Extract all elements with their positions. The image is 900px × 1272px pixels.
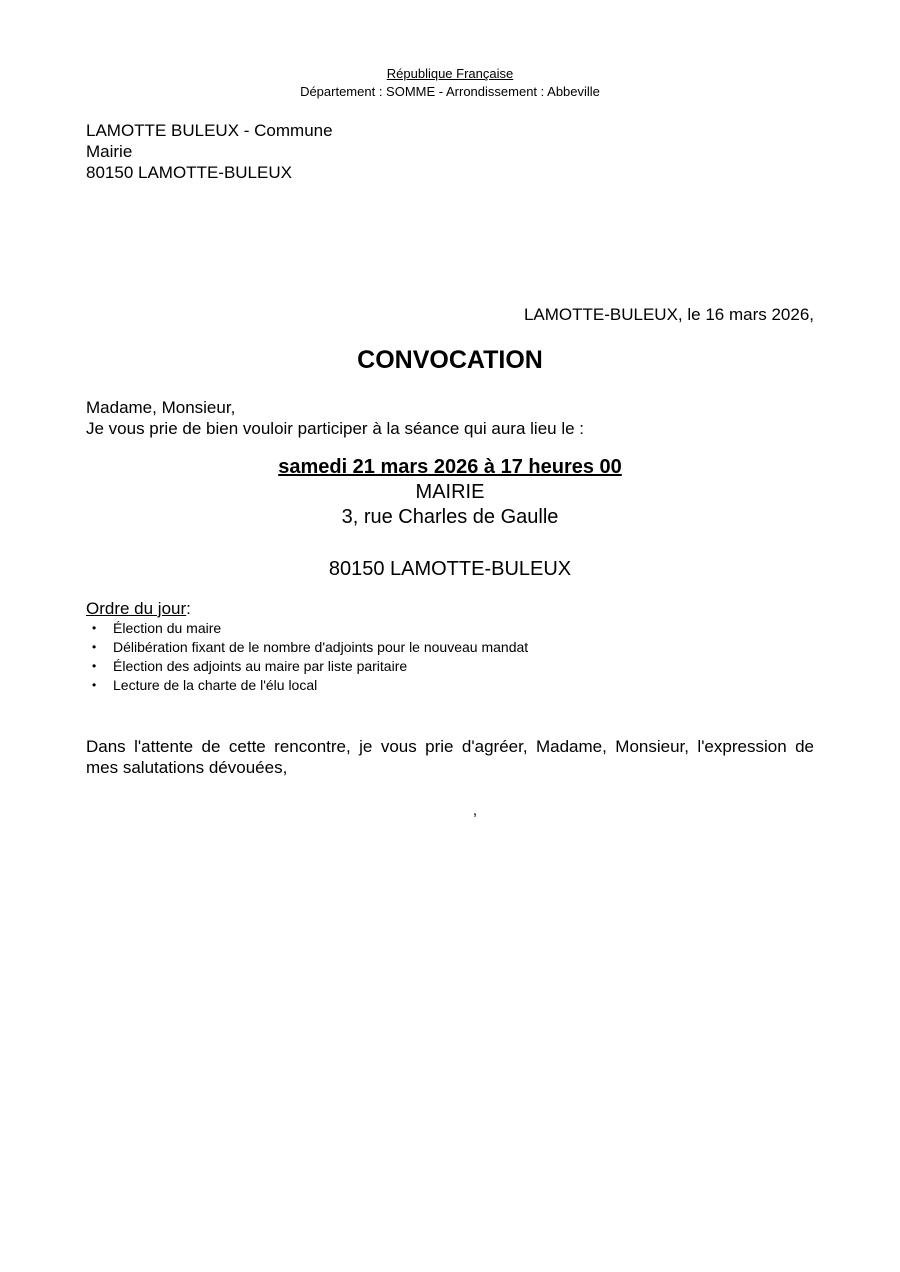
agenda-item-text: Délibération fixant de le nombre d'adjoints pour le nouveau mandat	[113, 639, 529, 655]
agenda-item	[86, 638, 814, 657]
bullet-icon: •	[92, 640, 97, 654]
agenda-list	[86, 619, 814, 695]
agenda-title-colon: :	[186, 599, 191, 618]
agenda	[86, 598, 814, 695]
agenda-item	[86, 619, 814, 638]
document-title: CONVOCATION	[357, 346, 543, 374]
meeting-place: MAIRIE	[415, 481, 485, 503]
header-republic: République Française	[386, 66, 514, 81]
sender-address	[86, 120, 333, 183]
agenda-item	[86, 657, 814, 676]
bullet-icon: •	[92, 621, 97, 635]
header-department: Département : SOMME - Arrondissement : Abbeville	[300, 84, 600, 99]
invitation-text: Je vous prie de bien vouloir participer à la séance qui aura lieu le :	[86, 419, 585, 438]
agenda-title	[86, 598, 814, 619]
bullet-icon: •	[92, 659, 97, 673]
salutation: Madame, Monsieur,	[86, 398, 236, 417]
meeting-details	[0, 454, 900, 582]
closing-line-1: Dans l'attente de cette rencontre, je vous prie d'agréer, Madame, Monsieur, l'expression de	[86, 737, 814, 756]
sender-line-commune: LAMOTTE BULEUX - Commune	[86, 121, 333, 140]
meeting-city: 80150 LAMOTTE-BULEUX	[328, 558, 572, 580]
closing-paragraph	[86, 736, 814, 778]
agenda-title-text: Ordre du jour	[86, 599, 187, 618]
meeting-datetime: samedi 21 mars 2026 à 17 heures 00	[278, 456, 622, 478]
agenda-item-text: Lecture de la charte de l'élu local	[113, 677, 318, 693]
meeting-street: 3, rue Charles de Gaulle	[341, 506, 559, 528]
sender-line-mairie: Mairie	[86, 142, 133, 161]
greeting	[86, 397, 584, 439]
closing-line-2: mes salutations dévouées,	[86, 758, 288, 777]
bullet-icon: •	[92, 678, 97, 692]
signature-placeholder: ,	[472, 802, 478, 819]
sender-line-postal: 80150 LAMOTTE-BULEUX	[86, 163, 292, 182]
date-line: LAMOTTE-BULEUX, le 16 mars 2026,	[523, 305, 814, 324]
agenda-item	[86, 676, 814, 695]
agenda-item-text: Élection du maire	[113, 620, 222, 636]
agenda-item-text: Élection des adjoints au maire par liste paritaire	[113, 658, 408, 674]
